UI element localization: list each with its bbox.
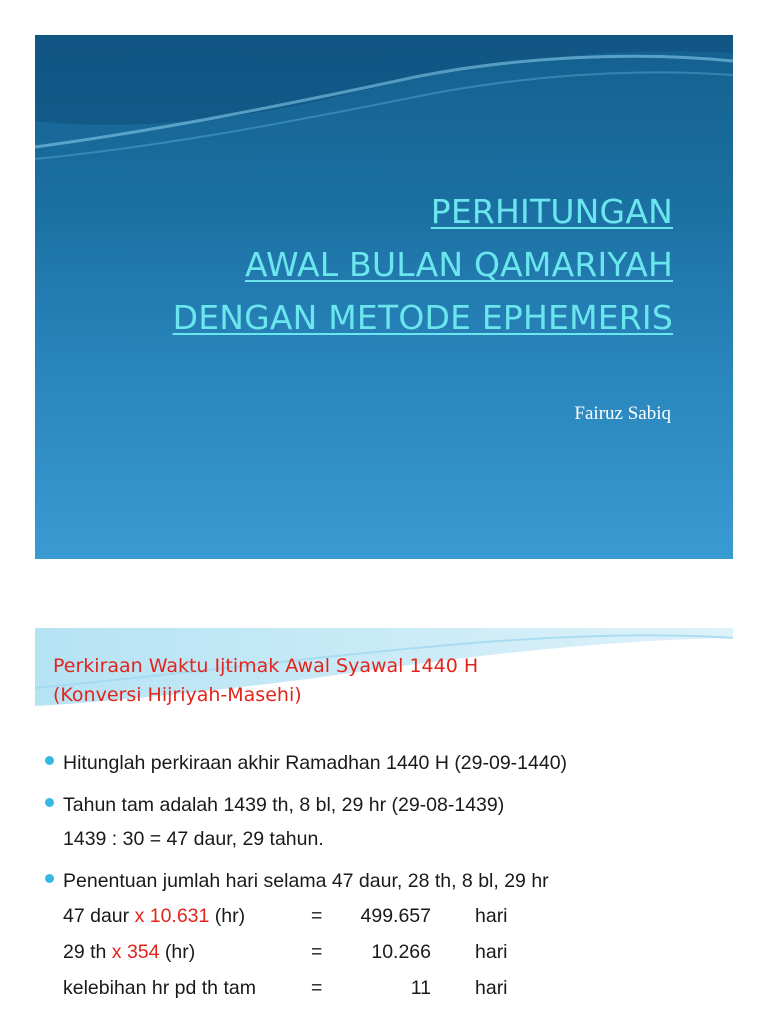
title-slide xyxy=(35,35,733,559)
content-slide xyxy=(35,628,733,1024)
calc-label xyxy=(63,934,311,970)
calc-value: 499.657 xyxy=(360,905,431,927)
calc-row xyxy=(63,970,723,1006)
author-name: Fairuz Sabiq xyxy=(574,403,671,424)
slide-title-line-2: AWAL BULAN QAMARIYAH xyxy=(245,245,673,284)
calc-multiplier: x 354 xyxy=(111,941,160,963)
bullet-subtext: 1439 : 30 = 47 daur, 29 tahun. xyxy=(63,828,324,850)
calc-value: 11 xyxy=(410,977,431,999)
bullet-list xyxy=(43,746,723,1014)
slide-heading xyxy=(53,652,478,710)
slide-title-line-3: DENGAN METODE EPHEMERIS xyxy=(172,298,673,337)
equals-sign: = xyxy=(311,905,323,927)
calc-label-text: 47 daur xyxy=(63,905,135,927)
slide-title-line-1: PERHITUNGAN xyxy=(430,192,673,231)
calc-unit: hari xyxy=(475,905,508,927)
bullet-icon xyxy=(45,798,54,807)
slide-heading-line-2: (Konversi Hijriyah-Masehi) xyxy=(53,684,302,706)
equals-sign: = xyxy=(311,941,323,963)
bullet-icon xyxy=(45,756,54,765)
bullet-text: Hitunglah perkiraan akhir Ramadhan 1440 H (29-09-1440) xyxy=(63,752,568,774)
bullet-item xyxy=(43,864,723,1006)
calc-label xyxy=(63,970,311,1006)
bullet-text: Penentuan jumlah hari selama 47 daur, 28 th, 8 bl, 29 hr xyxy=(63,870,549,892)
calc-label xyxy=(63,898,311,934)
slide-title xyxy=(173,185,673,344)
calc-unit-note: (hr) xyxy=(209,905,246,927)
bullet-item xyxy=(43,746,723,780)
bullet-text: Tahun tam adalah 1439 th, 8 bl, 29 hr (29-08-1439) xyxy=(63,794,505,816)
bullet-item xyxy=(43,788,723,856)
calc-row xyxy=(63,898,723,934)
equals-sign: = xyxy=(311,977,323,999)
calc-unit: hari xyxy=(475,941,508,963)
calc-label-text: 29 th xyxy=(63,941,112,963)
calc-unit: hari xyxy=(475,977,508,999)
calc-unit-note: (hr) xyxy=(159,941,196,963)
bullet-icon xyxy=(45,874,54,883)
calc-row xyxy=(63,934,723,970)
calc-value: 10.266 xyxy=(371,941,431,963)
decorative-swoosh xyxy=(35,35,733,175)
slide-heading-line-1: Perkiraan Waktu Ijtimak Awal Syawal 1440 H xyxy=(53,655,479,677)
calc-multiplier: x 10.631 xyxy=(134,905,210,927)
calc-label-text: kelebihan hr pd th tam xyxy=(63,977,256,999)
